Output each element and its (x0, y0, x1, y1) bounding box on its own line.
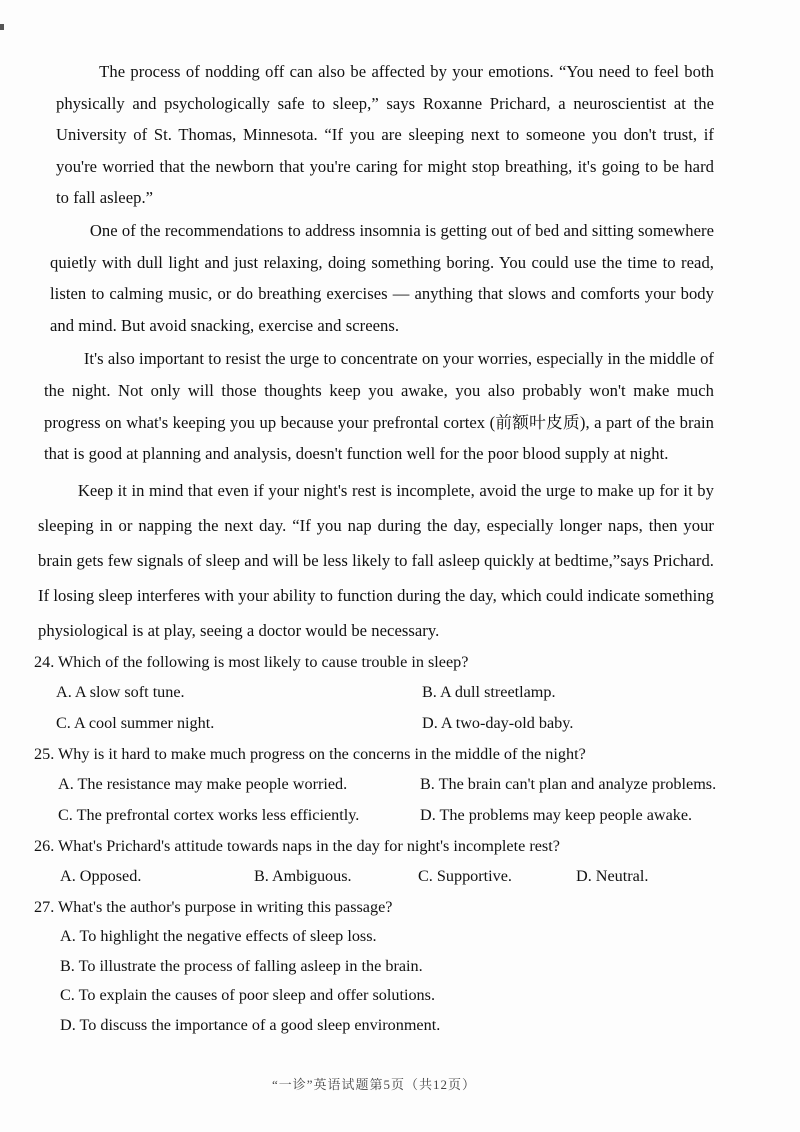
options-row (34, 861, 724, 892)
question-25 (34, 739, 724, 831)
option-c: C. The prefrontal cortex works less efficiently. (58, 806, 360, 824)
option-b: B. A dull streetlamp. (422, 683, 556, 701)
option-d: D. To discuss the importance of a good sleep environment. (60, 1015, 441, 1034)
question-stem: 25. Why is it hard to make much progress on the concerns in the middle of the night? (34, 745, 586, 763)
option-c: C. To explain the causes of poor sleep and offer solutions. (60, 986, 435, 1004)
question-24 (34, 647, 724, 739)
question-27 (34, 892, 724, 1040)
options-row (34, 981, 724, 1011)
option-b: B. The brain can't plan and analyze problems. (420, 775, 717, 793)
option-a: A. To highlight the negative effects of sleep loss. (60, 927, 377, 945)
option-d: D. The problems may keep people awake. (420, 806, 693, 824)
options-row (34, 769, 724, 800)
options-row (34, 952, 724, 982)
option-d: D. A two-day-old baby. (422, 714, 574, 732)
options-row (34, 708, 724, 739)
option-a: A. A slow soft tune. (56, 683, 185, 701)
passage-paragraph-2: One of the recommendations to address insomnia is getting out of bed and sitting somewhere quietly with dull light and just relaxing, doing something boring. You could use the time to read, listen to calming music, or do breathing exercises — anything that slows and comforts your body and mind. But avoid snacking, exercise and screens. (50, 220, 714, 335)
option-b: B. Ambiguous. (254, 867, 352, 885)
option-c: C. A cool summer night. (56, 714, 215, 732)
question-26 (34, 831, 724, 892)
question-stem: 27. What's the author's purpose in writing this passage? (34, 898, 393, 916)
options-row (34, 800, 724, 831)
passage-paragraph-1: The process of nodding off can also be affected by your emotions. “You need to feel both physically and psychologically safe to sleep,” says Roxanne Prichard, a neuroscientist at the University of St. Thomas, Minnesota. “If you are sleeping next to someone you don't trust, if you're worried that the newborn that you're caring for might stop breathing, it's going to be hard to fall asleep.” (56, 62, 714, 208)
option-b: B. To illustrate the process of falling asleep in the brain. (60, 956, 423, 975)
question-stem: 26. What's Prichard's attitude towards naps in the day for night's incomplete rest? (34, 837, 560, 855)
option-c: C. Supportive. (418, 867, 512, 885)
passage-paragraph-4: Keep it in mind that even if your night's rest is incomplete, avoid the urge to make up for it by sleeping in or napping the next day. “If you nap during the day, especially longer naps, then your brain gets few signals of sleep and will be less likely to fall asleep quickly at bedtime,”says Prichard. If losing sleep interferes with your ability to function during the day, which could indicate something physiological is at play, seeing a doctor would be necessary. (38, 480, 714, 640)
option-a: A. The resistance may make people worried. (58, 775, 348, 793)
options-row (34, 922, 724, 952)
question-list (34, 647, 724, 1040)
option-a: A. Opposed. (60, 867, 142, 885)
page-footer: “一诊”英语试题第5页（共12页） (272, 1077, 477, 1092)
reading-passage (38, 56, 714, 648)
options-row (34, 677, 724, 708)
options-row (34, 1011, 724, 1041)
question-stem: 24. Which of the following is most likely to cause trouble in sleep? (34, 653, 469, 671)
scan-artifact (0, 24, 4, 30)
option-d: D. Neutral. (576, 867, 649, 885)
passage-paragraph-3: It's also important to resist the urge to concentrate on your worries, especially in the middle of the night. Not only will those thoughts keep you awake, you also probably won't make much progress on what's keeping you up because your prefrontal cortex (前额叶皮质), a part of the brain that is good at planning and analysis, doesn't function well for the poor blood supply at night. (44, 349, 714, 464)
